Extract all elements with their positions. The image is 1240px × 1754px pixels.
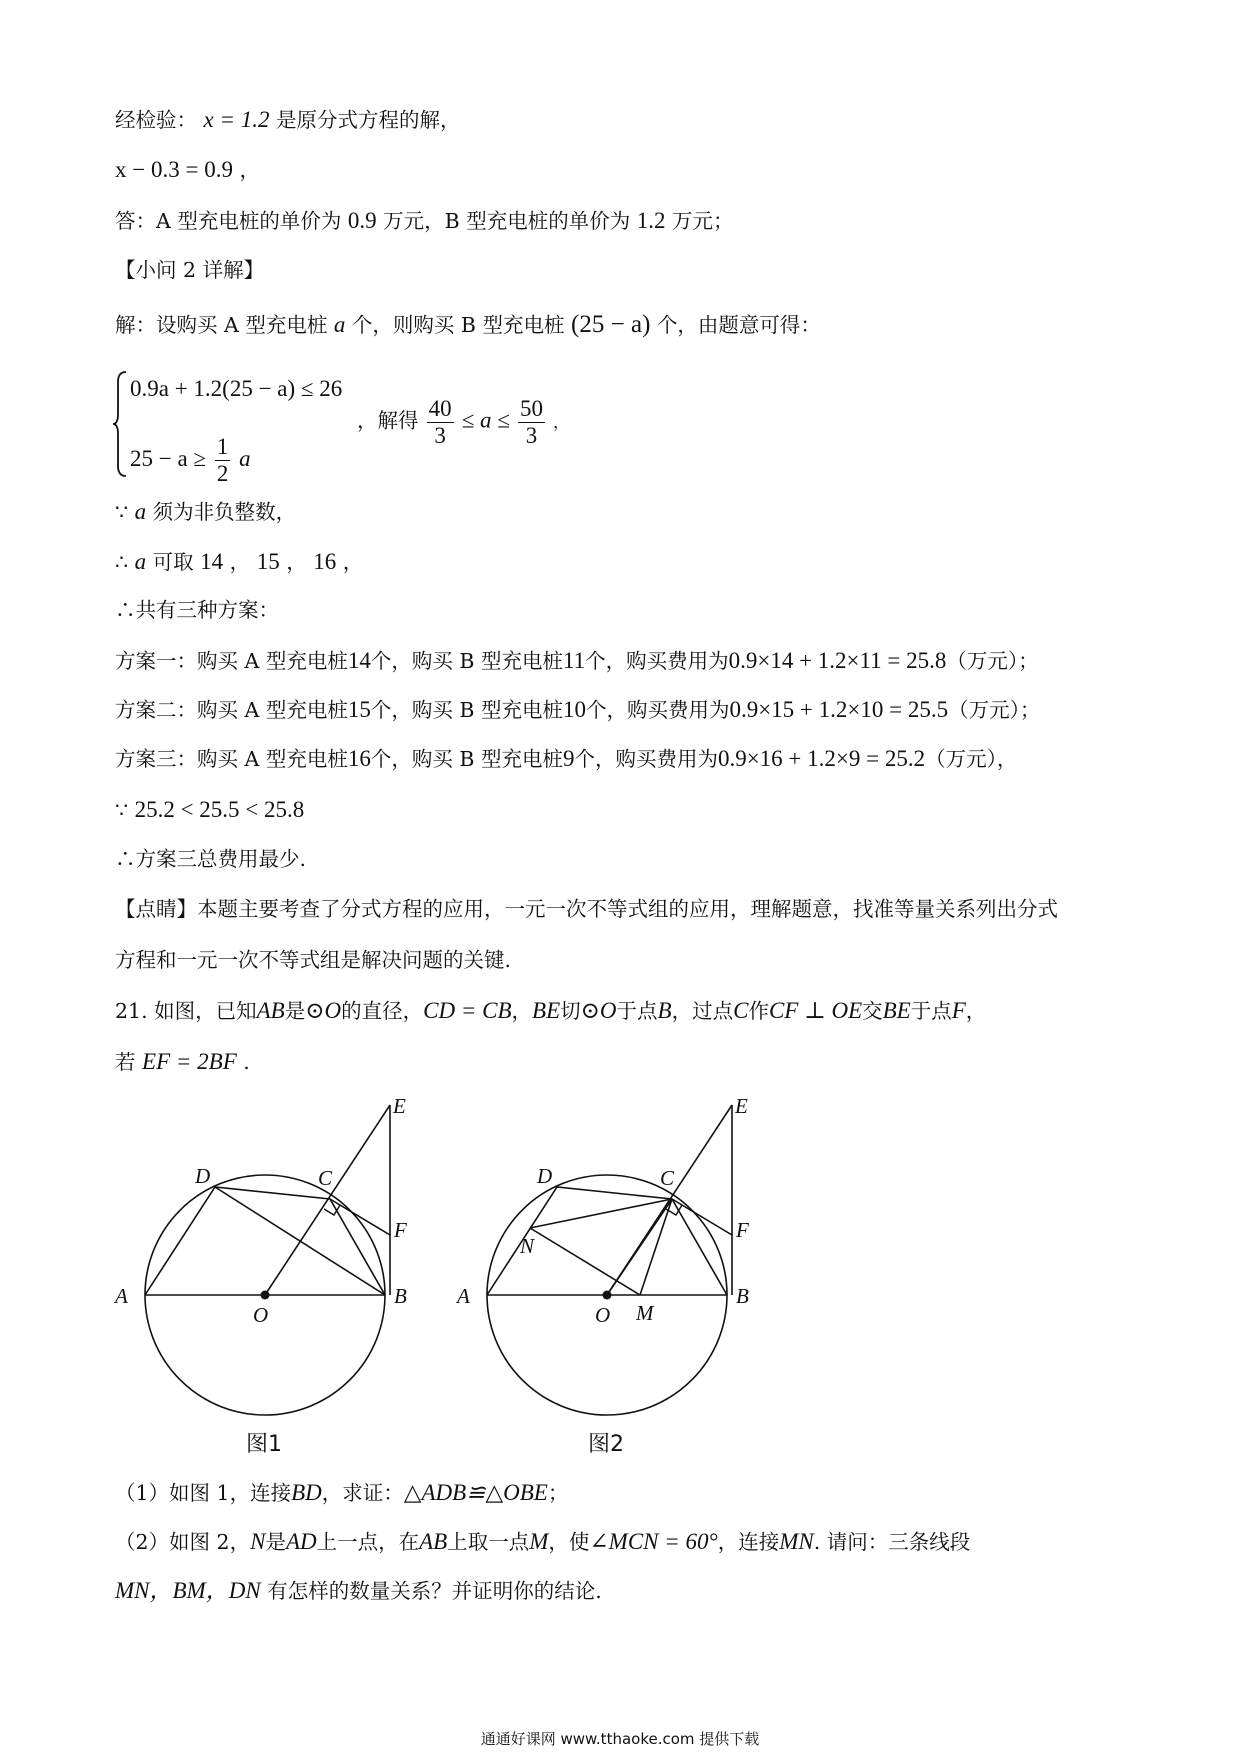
label-d: D xyxy=(195,1164,211,1188)
line-text: 须为非负整数， xyxy=(152,500,297,524)
label-f: F xyxy=(394,1218,407,1242)
math-expression: AB xyxy=(419,1529,448,1554)
math-expression: ≤ a ≤ xyxy=(461,407,510,433)
sub-question-2-cont xyxy=(115,1579,602,1602)
label-e: E xyxy=(393,1094,406,1118)
line-text: 可取 xyxy=(152,550,194,574)
line-text: 个，购买费用为 xyxy=(585,649,729,673)
math-expression: BE xyxy=(882,998,911,1023)
math-value: 15 xyxy=(256,549,280,574)
math-expression: MN，BM，DN xyxy=(115,1578,261,1603)
inequality-system xyxy=(112,368,712,487)
segment-cf xyxy=(672,1199,732,1235)
line-text: 【点睛】本题主要考查了分式方程的应用，一元一次不等式组的应用，理解题意，找准等量关系列出分式 xyxy=(115,897,1058,921)
plan-3 xyxy=(115,747,1017,770)
line-text: 的直径， xyxy=(341,999,424,1023)
line-text: ； xyxy=(547,1481,569,1505)
label-o: O xyxy=(253,1303,269,1327)
figure-1-caption: 图1 xyxy=(246,1432,282,1457)
line-text: ，求证： xyxy=(321,1481,404,1505)
text-line-12 xyxy=(115,798,304,821)
line-text: 个，购买费用为 xyxy=(574,747,718,771)
text-line-6 xyxy=(115,500,296,523)
label-m: M xyxy=(636,1301,654,1325)
math-value: 14 xyxy=(347,648,371,673)
summary-line-1 xyxy=(115,899,1058,920)
question-21-line-1 xyxy=(115,999,986,1022)
line-text: . 请问：三条线段 xyxy=(813,1530,971,1554)
label-c: C xyxy=(318,1166,333,1190)
math-expression: AD xyxy=(285,1529,317,1554)
math-value: 16 xyxy=(347,746,371,771)
line-text: ∴方案三总费用最少. xyxy=(115,847,307,871)
section-heading xyxy=(115,260,264,281)
geometry-figures xyxy=(0,1085,1240,1485)
segment-co xyxy=(607,1199,672,1295)
fraction-denominator: 3 xyxy=(434,423,446,449)
math-expression: B xyxy=(657,998,672,1023)
line-text: 于点 xyxy=(910,999,952,1023)
math-value: 10 xyxy=(562,697,586,722)
segment-oe xyxy=(265,1105,390,1295)
math-value: 14 xyxy=(200,549,224,574)
line-text: （1）如图 1，连接 xyxy=(115,1481,292,1505)
segment-nc xyxy=(530,1199,672,1228)
line-text: 个，购买 B 型充电桩 xyxy=(370,649,563,673)
label-d: D xyxy=(537,1164,553,1188)
line-text: 方程和一元一次不等式组是解决问题的关键. xyxy=(115,948,512,972)
line-text: 答：A 型充电桩的单价为 xyxy=(115,209,342,233)
math-expression: ∠MCN = 60° xyxy=(589,1529,718,1554)
label-e: E xyxy=(735,1094,748,1118)
math-expression: 25.2 < 25.5 < 25.8 xyxy=(134,797,305,822)
label-b: B xyxy=(736,1284,749,1308)
line-text: 交 xyxy=(862,999,883,1023)
line-text: ∵ xyxy=(115,500,129,524)
line-text: 个，由题意可得： xyxy=(656,313,821,337)
math-expression: 0.9×16 + 1.2×9 = 25.2 xyxy=(717,746,926,771)
page-footer: 通通好课网 www.tthaoke.com 提供下载 xyxy=(480,1730,760,1748)
line-text: ，解得 xyxy=(357,408,419,433)
line-text: 是 xyxy=(265,1530,286,1554)
line-text: 【小问 2 详解】 xyxy=(115,258,265,282)
math-variable: a xyxy=(239,446,251,472)
figure-2 xyxy=(455,1094,749,1415)
line-text: ，过点 xyxy=(671,999,734,1023)
math-variable: a xyxy=(333,312,346,337)
line-text: 个，则购买 B 型充电桩 xyxy=(351,313,565,337)
text-line-7 xyxy=(115,550,363,573)
line-text: ， xyxy=(965,999,987,1023)
line-text: ∵ xyxy=(115,798,129,822)
line-text: 作 xyxy=(748,999,769,1023)
line-text: ， xyxy=(286,550,307,574)
math-variable: a xyxy=(134,499,147,524)
line-text: 是原分式方程的解， xyxy=(276,108,461,132)
math-expression: CD = CB xyxy=(423,998,512,1023)
text-line-5 xyxy=(115,312,821,337)
math-expression: x = 1.2 xyxy=(203,107,270,132)
plan-1 xyxy=(115,649,1039,672)
math-expression: C xyxy=(733,998,749,1023)
math-expression: CF ⊥ OE xyxy=(768,998,863,1023)
line-text: ，使 xyxy=(548,1530,590,1554)
math-expression: 0.9×15 + 1.2×10 = 25.5 xyxy=(729,697,949,722)
math-expression: BD xyxy=(291,1480,322,1505)
solution-range xyxy=(357,396,569,450)
math-expression: 0.9×14 + 1.2×11 = 25.8 xyxy=(728,648,947,673)
text-line-1 xyxy=(115,108,461,131)
circle-symbol: ⊙ xyxy=(580,998,600,1023)
circle-symbol: ⊙ xyxy=(305,998,325,1023)
math-value: 16 xyxy=(313,549,337,574)
line-text: 万元，B 型充电桩的单价为 xyxy=(383,209,631,233)
math-expression: BE xyxy=(532,998,561,1023)
plan-2 xyxy=(115,698,1040,721)
segment-cm xyxy=(640,1199,672,1295)
line-text: ， xyxy=(342,550,364,574)
segment-nm xyxy=(530,1228,640,1295)
line-text: （2）如图 2， xyxy=(115,1530,251,1554)
question-21-line-2 xyxy=(115,1050,250,1073)
text-line-3 xyxy=(115,209,734,232)
figure-1 xyxy=(113,1094,407,1415)
math-expression: x − 0.3 = 0.9 xyxy=(115,157,233,182)
inequality-row-2 xyxy=(130,434,251,488)
math-expression: △ADB≌△OBE xyxy=(403,1480,548,1505)
math-value: 1.2 xyxy=(636,208,666,233)
math-expression: 25 − a ≥ xyxy=(130,446,207,472)
line-text: （万元）； xyxy=(946,649,1039,673)
center-point xyxy=(603,1291,612,1300)
line-text: 21. 如图，已知 xyxy=(115,999,257,1023)
figure-2-caption: 图2 xyxy=(588,1432,624,1457)
inequality-row-1: 0.9a + 1.2(25 − a) ≤ 26 xyxy=(130,376,343,401)
chords-adcb xyxy=(145,1187,385,1295)
brace-icon xyxy=(112,368,130,480)
line-text: 上一点，在 xyxy=(316,1530,420,1554)
fraction xyxy=(427,396,454,450)
line-text: 万元； xyxy=(672,209,734,233)
line-text: ， xyxy=(511,999,533,1023)
math-value: 15 xyxy=(347,697,371,722)
line-text: ∴共有三种方案： xyxy=(115,598,279,622)
fraction-numerator: 1 xyxy=(215,434,231,461)
math-variable: a xyxy=(134,549,147,574)
math-expression: O xyxy=(599,998,617,1023)
center-point xyxy=(261,1291,270,1300)
text-line-2 xyxy=(115,158,260,181)
line-text: 方案二：购买 A 型充电桩 xyxy=(115,698,348,722)
math-expression: N xyxy=(250,1529,266,1554)
label-o: O xyxy=(595,1303,611,1327)
line-text: 个，购买 B 型充电桩 xyxy=(370,698,563,722)
line-text: ， xyxy=(229,550,251,574)
fraction-numerator: 50 xyxy=(518,396,545,423)
line-text: ，连接 xyxy=(717,1530,780,1554)
math-expression: (25 − a) xyxy=(571,311,651,338)
segment-cf xyxy=(330,1199,390,1235)
line-text: 若 xyxy=(115,1050,136,1074)
line-text: 个，购买费用为 xyxy=(585,698,730,722)
label-a: A xyxy=(115,1284,128,1308)
math-expression: MN xyxy=(779,1529,814,1554)
fraction-denominator: 2 xyxy=(216,461,229,487)
line-text: 是 xyxy=(284,999,306,1023)
line-text: 切 xyxy=(560,999,581,1023)
text-line-8 xyxy=(115,600,279,621)
line-text: 有怎样的数量关系？并证明你的结论. xyxy=(267,1579,602,1603)
fraction xyxy=(215,434,231,488)
math-expression: AB xyxy=(256,998,285,1023)
line-text: ， xyxy=(239,158,260,182)
line-text: 经检验： xyxy=(115,108,197,132)
math-expression: F xyxy=(951,998,966,1023)
label-a: A xyxy=(457,1284,470,1308)
label-n: N xyxy=(520,1234,535,1258)
math-expression: EF = 2BF xyxy=(142,1049,237,1074)
line-text: （万元）， xyxy=(925,747,1018,771)
line-text: ， xyxy=(553,412,570,432)
fraction-numerator: 40 xyxy=(427,396,454,423)
math-expression: M xyxy=(529,1529,549,1554)
line-text: 方案一：购买 A 型充电桩 xyxy=(115,649,348,673)
line-text: 上取一点 xyxy=(447,1530,530,1554)
math-expression: O xyxy=(324,998,342,1023)
math-value: 0.9 xyxy=(347,208,377,233)
line-text: 于点 xyxy=(616,999,658,1023)
math-value: 9 xyxy=(562,746,575,771)
math-value: 11 xyxy=(562,648,586,673)
line-text: （万元）； xyxy=(948,698,1041,722)
label-f: F xyxy=(736,1218,749,1242)
line-text: ∴ xyxy=(115,550,129,574)
label-c: C xyxy=(660,1166,675,1190)
label-b: B xyxy=(394,1284,407,1308)
fraction xyxy=(518,396,545,450)
text-line-13 xyxy=(115,849,306,870)
summary-line-2 xyxy=(115,950,511,971)
line-text: . xyxy=(243,1050,250,1074)
fraction-denominator: 3 xyxy=(525,423,538,449)
line-text: 方案三：购买 A 型充电桩 xyxy=(115,747,348,771)
line-text: 个，购买 B 型充电桩 xyxy=(370,747,563,771)
sub-question-2 xyxy=(115,1530,970,1553)
line-text: 解：设购买 A 型充电桩 xyxy=(115,313,328,337)
sub-question-1 xyxy=(115,1481,568,1504)
